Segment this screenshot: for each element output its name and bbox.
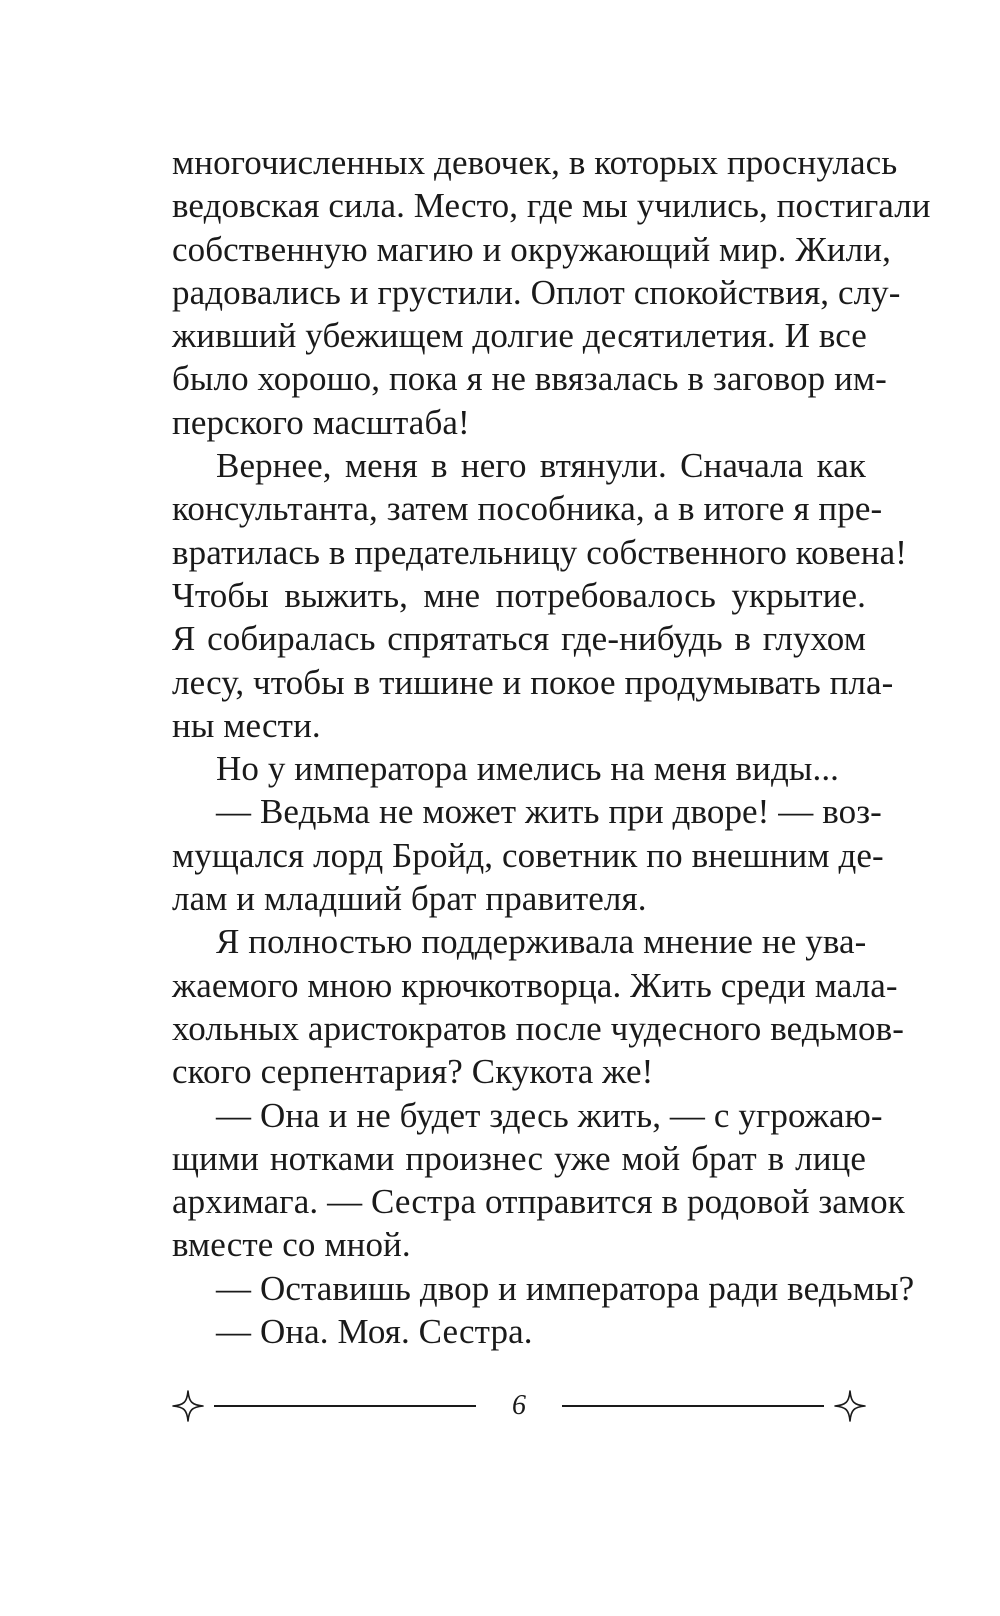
text-line: вместе со мной. xyxy=(172,1225,411,1265)
page-number: 6 xyxy=(512,1390,526,1421)
sparkle-star-icon xyxy=(172,1390,204,1422)
text-line: — Она. Моя. Сестра. xyxy=(216,1312,533,1352)
text-line: Я собиралась спрятаться где-нибудь в глухом xyxy=(172,619,866,659)
text-line: перского масштаба! xyxy=(172,402,470,442)
text-line: ского серпентария? Скукота же! xyxy=(172,1052,654,1092)
text-line: Чтобы выжить, мне потребовалось укрытие. xyxy=(172,575,866,615)
text-line: — Оставишь двор и императора ради ведьмы? xyxy=(216,1268,915,1308)
footer-rule-right xyxy=(562,1405,824,1407)
text-line: — Она и не будет здесь жить, — с угрожаю- xyxy=(216,1095,883,1135)
text-line: ведовская сила. Место, где мы учились, постигали xyxy=(172,186,931,226)
text-line: собственную магию и окружающий мир. Жили, xyxy=(172,229,891,269)
text-line: Я полностью поддерживала мнение не ува- xyxy=(216,922,867,962)
page-footer xyxy=(172,1386,866,1426)
text-line: лам и младший брат правителя. xyxy=(172,879,647,919)
text-line: вратилась в предательницу собственного ковена! xyxy=(172,532,907,572)
sparkle-star-icon xyxy=(834,1390,866,1422)
text-line: щими нотками произнес уже мой брат в лице xyxy=(172,1138,866,1178)
footer-rule-left xyxy=(214,1405,476,1407)
text-line: Вернее, меня в него втянули. Сначала как xyxy=(216,446,866,486)
text-line: ны мести. xyxy=(172,705,321,745)
text-line: консультанта, затем пособника, а в итоге я пре- xyxy=(172,489,883,529)
text-line: лесу, чтобы в тишине и покое продумывать пла- xyxy=(172,662,894,702)
body-text xyxy=(172,141,931,1353)
text-line: радовались и грустили. Оплот спокойствия, слу- xyxy=(172,272,901,312)
text-line: было хорошо, пока я не ввязалась в заговор им- xyxy=(172,359,887,399)
text-line: жаемого мною крючкотворца. Жить среди мала- xyxy=(172,965,898,1005)
text-line: многочисленных девочек, в которых проснулась xyxy=(172,143,898,182)
text-line: мущался лорд Бройд, советник по внешним де- xyxy=(172,835,884,875)
text-line: живший убежищем долгие десятилетия. И все xyxy=(172,316,867,356)
text-line: — Ведьма не может жить при дворе! — воз- xyxy=(216,792,882,832)
text-line: Но у императора имелись на меня виды... xyxy=(216,749,840,789)
text-line: архимага. — Сестра отправится в родовой замок xyxy=(172,1182,905,1222)
text-line: хольных аристократов после чудесного ведьмов- xyxy=(172,1008,904,1048)
